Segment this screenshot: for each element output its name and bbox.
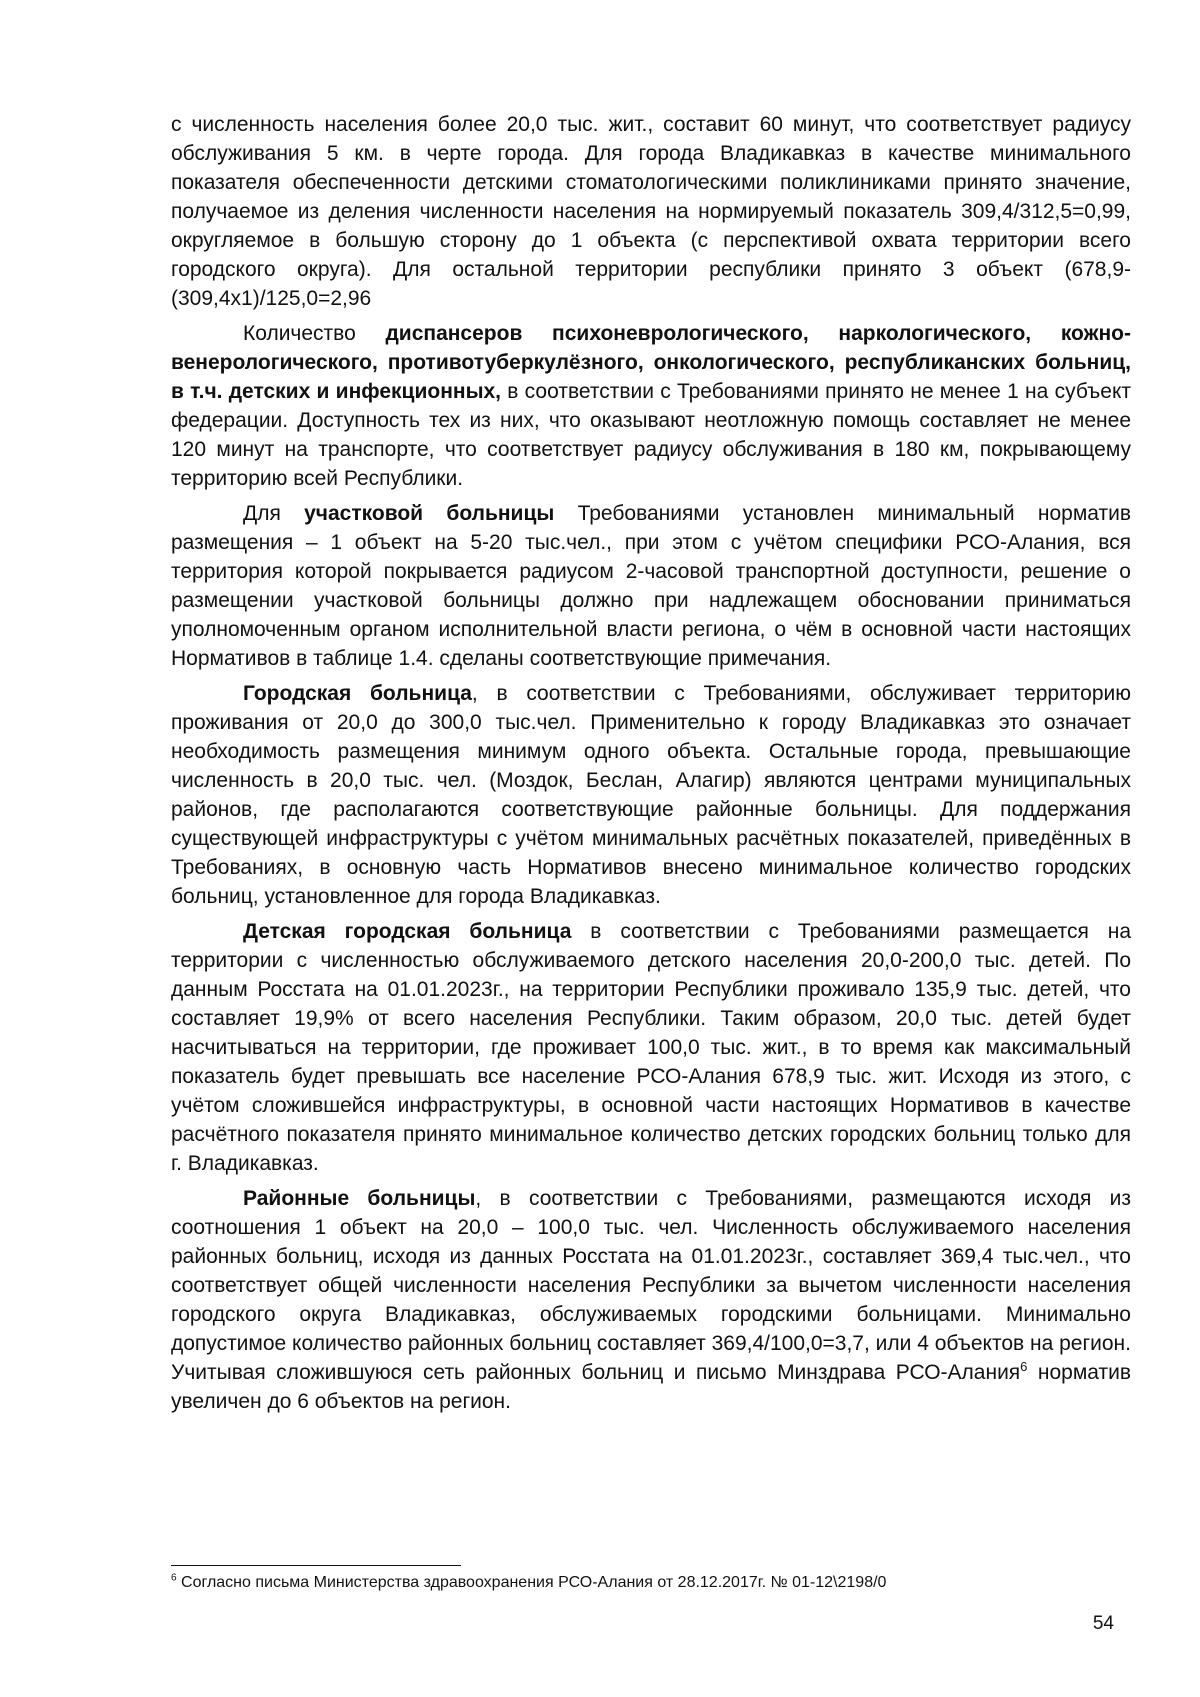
footnote-separator xyxy=(171,1565,461,1566)
page-number: 54 xyxy=(1092,1613,1114,1634)
text-run: норматив увеличен до 6 объектов на регион. xyxy=(171,1361,1131,1413)
bold-term: Районные больницы xyxy=(243,1187,476,1210)
text-run: с численность населения более 20,0 тыс. жит., составит 60 минут, что соответствует радиусу обслуживания 5 км. в черте города. Для города Владикавказ в качестве минимального показателя обеспеченности детскими стоматологическими поликлиниками принято значение, получаемое из деления численности населения на нормируемый показатель 309,4/312,5=0,99, округляемое в большую сторону до 1 объекта (с перспективой охвата территории всего городского округа). Для остальной территории республики принято 3 объект (678,9-(309,4х1)/125,0=2,96 xyxy=(171,113,1131,310)
body-text xyxy=(171,110,1131,1422)
footnote xyxy=(171,1572,1131,1594)
bold-term: диспансеров психоневрологического, наркологического, кожно-венерологического, противотуберкулёзного, онкологического, республиканских больниц, в т.ч. детских и инфекционных, xyxy=(171,322,1132,403)
text-run: , в соответствии с Требованиями, размещаются исходя из соотношения 1 объект на 20,0 – 100,0 тыс. чел. Численность обслуживаемого населения районных больниц, исходя из данных Росстата на 01.01.2023г., составляет 369,4 тыс.чел., что соответствует общей численности населения Республики за вычетом численности населения городского округа Владикавказ, обслуживаемых городскими больницами. Минимально допустимое количество районных больниц составляет 369,4/100,0=3,7, или 4 объектов на регион. Учитывая сложившуюся сеть районных больниц и письмо Минздрава РСО-Алания xyxy=(171,1187,1131,1384)
paragraph xyxy=(171,917,1131,1178)
paragraph xyxy=(171,679,1131,911)
bold-term: участковой больницы xyxy=(304,502,555,525)
footnote-text: Согласно письма Министерства здравоохранения РСО-Алания от 28.12.2017г. № 01-12\2198/0 xyxy=(176,1574,887,1591)
footnote-reference: 6 xyxy=(1020,1359,1028,1374)
text-run: Количество xyxy=(243,322,386,345)
text-run: Для xyxy=(243,502,305,525)
bold-term: Городская больница xyxy=(243,682,472,705)
text-run: , в соответствии с Требованиями, обслуживает территорию проживания от 20,0 до 300,0 тыс.чел. Применительно к городу Владикавказ это означает необходимость размещения минимум одного объекта. Остальные города, превышающие численность в 20,0 тыс. чел. (Моздок, Беслан, Алагир) являются центрами муниципальных районов, где располагаются соответствующие районные больницы. Для поддержания существующей инфраструктуры с учётом минимальных расчётных показателей, приведённых в Требованиях, в основную часть Нормативов внесено минимальное количество городских больниц, установленное для города Владикавказ. xyxy=(171,682,1132,908)
paragraph xyxy=(171,319,1131,493)
paragraph xyxy=(171,1184,1131,1416)
text-run: в соответствии с Требованиями размещается на территории с численностью обслуживаемого детского населения 20,0-200,0 тыс. детей. По данным Росстата на 01.01.2023г., на территории Республики проживало 135,9 тыс. детей, что составляет 19,9% от всего населения Республики. Таким образом, 20,0 тыс. детей будет насчитываться на территории, где проживает 100,0 тыс. жит., в то время как максимальный показатель будет превышать все население РСО-Алания 678,9 тыс. жит. Исходя из этого, с учётом сложившейся инфраструктуры, в основной части настоящих Нормативов в качестве расчётного показателя принято минимальное количество детских городских больниц только для г. Владикавказ. xyxy=(171,920,1132,1175)
footnote-marker: 6 xyxy=(171,1572,177,1584)
paragraph xyxy=(171,110,1131,313)
bold-term: Детская городская больница xyxy=(243,920,572,943)
text-run: Требованиями установлен минимальный норматив размещения – 1 объект на 5-20 тыс.чел., при этом с учётом специфики РСО-Алания, вся территория которой покрывается радиусом 2-часовой транспортной доступности, решение о размещении участковой больницы должно при надлежащем обосновании приниматься уполномоченным органом исполнительной власти региона, о чём в основной части настоящих Нормативов в таблице 1.4. сделаны соответствующие примечания. xyxy=(171,502,1131,670)
text-run: в соответствии с Требованиями принято не менее 1 на субъект федерации. Доступность тех из них, что оказывают неотложную помощь составляет не менее 120 минут на транспорте, что соответствует радиусу обслуживания в 180 км, покрывающему территорию всей Республики. xyxy=(171,380,1131,490)
paragraph xyxy=(171,499,1131,673)
